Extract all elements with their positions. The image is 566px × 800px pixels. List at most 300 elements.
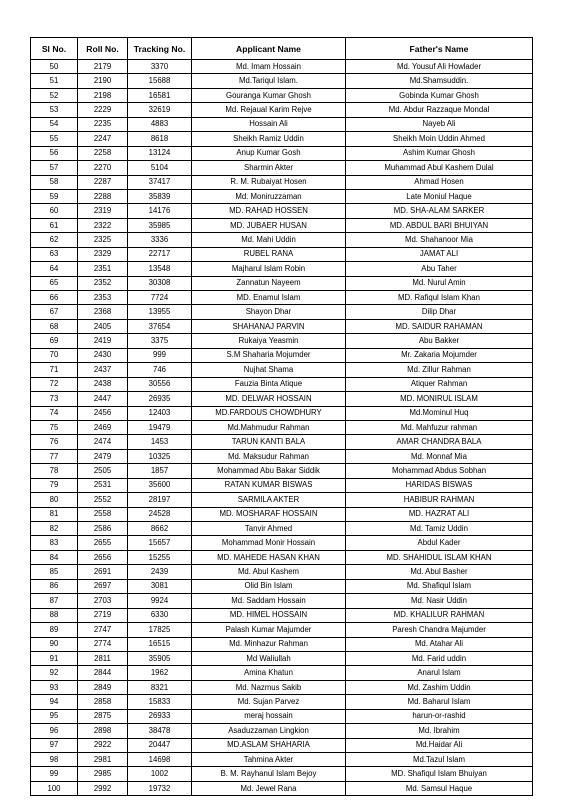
cell-tracking-no: 3336: [128, 233, 192, 247]
header-applicant-name: Applicant Name: [192, 38, 346, 60]
cell-fathers-name: Md. Tamiz Uddin: [346, 522, 533, 536]
cell-sl-no: 56: [31, 146, 78, 160]
cell-tracking-no: 16581: [128, 88, 192, 102]
cell-roll-no: 2198: [78, 88, 128, 102]
cell-applicant-name: Md. Sujan Parvez: [192, 695, 346, 709]
cell-fathers-name: Gobinda Kumar Ghosh: [346, 88, 533, 102]
cell-sl-no: 94: [31, 695, 78, 709]
table-row: [31, 189, 533, 203]
cell-sl-no: 53: [31, 103, 78, 117]
cell-sl-no: 79: [31, 478, 78, 492]
table-row: [31, 695, 533, 709]
cell-sl-no: 68: [31, 319, 78, 333]
table-row: [31, 565, 533, 579]
cell-fathers-name: Abu Bakker: [346, 334, 533, 348]
cell-applicant-name: MD. Enamul Islam: [192, 291, 346, 305]
cell-applicant-name: MD. RAHAD HOSSEN: [192, 204, 346, 218]
cell-roll-no: 2474: [78, 435, 128, 449]
cell-tracking-no: 6330: [128, 608, 192, 622]
cell-roll-no: 2353: [78, 291, 128, 305]
table-row: [31, 623, 533, 637]
applicant-table: [30, 37, 533, 796]
cell-roll-no: 2329: [78, 247, 128, 261]
table-row: [31, 392, 533, 406]
cell-tracking-no: 3370: [128, 60, 192, 74]
cell-fathers-name: Md. Zashim Uddin: [346, 680, 533, 694]
cell-applicant-name: SHAHANAJ PARVIN: [192, 319, 346, 333]
cell-applicant-name: Md. Saddam Hossain: [192, 594, 346, 608]
cell-roll-no: 2469: [78, 420, 128, 434]
cell-roll-no: 2985: [78, 767, 128, 781]
cell-applicant-name: Gouranga Kumar Ghosh: [192, 88, 346, 102]
cell-fathers-name: Md.Mominul Huq: [346, 406, 533, 420]
table-row: [31, 377, 533, 391]
cell-tracking-no: 8618: [128, 132, 192, 146]
cell-fathers-name: MD. KHALILUR RAHMAN: [346, 608, 533, 622]
cell-roll-no: 2247: [78, 132, 128, 146]
cell-applicant-name: B. M. Rayhanul Islam Bejoy: [192, 767, 346, 781]
cell-tracking-no: 9924: [128, 594, 192, 608]
cell-sl-no: 70: [31, 348, 78, 362]
cell-applicant-name: RUBEL RANA: [192, 247, 346, 261]
cell-tracking-no: 38478: [128, 724, 192, 738]
cell-applicant-name: Amina Khatun: [192, 666, 346, 680]
cell-fathers-name: MD. SHA-ALAM SARKER: [346, 204, 533, 218]
cell-sl-no: 81: [31, 507, 78, 521]
cell-roll-no: 2352: [78, 276, 128, 290]
cell-sl-no: 89: [31, 623, 78, 637]
cell-fathers-name: Md. Monnaf Mia: [346, 449, 533, 463]
cell-applicant-name: MD.FARDOUS CHOWDHURY: [192, 406, 346, 420]
table-row: [31, 319, 533, 333]
cell-roll-no: 2235: [78, 117, 128, 131]
cell-applicant-name: Olid Bin Islam: [192, 579, 346, 593]
table-row: [31, 204, 533, 218]
cell-sl-no: 95: [31, 709, 78, 723]
cell-fathers-name: Ashim Kumar Ghosh: [346, 146, 533, 160]
cell-tracking-no: 1857: [128, 464, 192, 478]
cell-fathers-name: MD. HAZRAT ALI: [346, 507, 533, 521]
cell-applicant-name: Anup Kumar Gosh: [192, 146, 346, 160]
cell-sl-no: 78: [31, 464, 78, 478]
cell-roll-no: 2552: [78, 493, 128, 507]
cell-roll-no: 2190: [78, 74, 128, 88]
cell-roll-no: 2655: [78, 536, 128, 550]
cell-sl-no: 80: [31, 493, 78, 507]
cell-roll-no: 2258: [78, 146, 128, 160]
cell-roll-no: 2992: [78, 781, 128, 795]
table-row: [31, 406, 533, 420]
cell-roll-no: 2479: [78, 449, 128, 463]
table-row: [31, 579, 533, 593]
cell-fathers-name: Late Moniul Haque: [346, 189, 533, 203]
cell-roll-no: 2288: [78, 189, 128, 203]
cell-tracking-no: 5104: [128, 161, 192, 175]
cell-tracking-no: 7724: [128, 291, 192, 305]
table-row: [31, 449, 533, 463]
cell-tracking-no: 1002: [128, 767, 192, 781]
table-row: [31, 218, 533, 232]
cell-tracking-no: 10325: [128, 449, 192, 463]
table-row: [31, 117, 533, 131]
table-row: [31, 651, 533, 665]
table-row: [31, 247, 533, 261]
cell-tracking-no: 14176: [128, 204, 192, 218]
cell-applicant-name: RATAN KUMAR BISWAS: [192, 478, 346, 492]
cell-tracking-no: 4883: [128, 117, 192, 131]
cell-roll-no: 2531: [78, 478, 128, 492]
table-row: [31, 666, 533, 680]
cell-sl-no: 88: [31, 608, 78, 622]
cell-sl-no: 50: [31, 60, 78, 74]
cell-applicant-name: Mohammad Monir Hossain: [192, 536, 346, 550]
cell-roll-no: 2981: [78, 753, 128, 767]
cell-roll-no: 2849: [78, 680, 128, 694]
cell-applicant-name: Md. Imam Hossain: [192, 60, 346, 74]
table-row: [31, 334, 533, 348]
cell-roll-no: 2270: [78, 161, 128, 175]
cell-tracking-no: 37654: [128, 319, 192, 333]
table-row: [31, 709, 533, 723]
cell-tracking-no: 1962: [128, 666, 192, 680]
cell-sl-no: 91: [31, 651, 78, 665]
cell-roll-no: 2430: [78, 348, 128, 362]
cell-fathers-name: Dilip Dhar: [346, 305, 533, 319]
cell-applicant-name: MD. JUBAER HUSAN: [192, 218, 346, 232]
table-row: [31, 753, 533, 767]
cell-tracking-no: 35600: [128, 478, 192, 492]
cell-sl-no: 76: [31, 435, 78, 449]
cell-tracking-no: 35839: [128, 189, 192, 203]
table-row: [31, 146, 533, 160]
cell-sl-no: 77: [31, 449, 78, 463]
cell-fathers-name: MD. SHAHIDUL ISLAM KHAN: [346, 550, 533, 564]
cell-fathers-name: Mr. Zakaria Mojumder: [346, 348, 533, 362]
cell-tracking-no: 24528: [128, 507, 192, 521]
cell-roll-no: 2179: [78, 60, 128, 74]
cell-tracking-no: 13548: [128, 262, 192, 276]
cell-roll-no: 2703: [78, 594, 128, 608]
cell-roll-no: 2456: [78, 406, 128, 420]
cell-fathers-name: Md. Zillur Rahman: [346, 363, 533, 377]
cell-tracking-no: 2439: [128, 565, 192, 579]
cell-tracking-no: 8662: [128, 522, 192, 536]
table-row: [31, 420, 533, 434]
cell-tracking-no: 35905: [128, 651, 192, 665]
cell-applicant-name: MD. DELWAR HOSSAIN: [192, 392, 346, 406]
cell-sl-no: 58: [31, 175, 78, 189]
cell-sl-no: 99: [31, 767, 78, 781]
cell-applicant-name: S.M Shaharia Mojumder: [192, 348, 346, 362]
cell-applicant-name: Md. Abul Kashem: [192, 565, 346, 579]
cell-fathers-name: JAMAT ALI: [346, 247, 533, 261]
table-row: [31, 435, 533, 449]
cell-fathers-name: MD. MONIRUL ISLAM: [346, 392, 533, 406]
cell-tracking-no: 15833: [128, 695, 192, 709]
cell-roll-no: 2697: [78, 579, 128, 593]
table-row: [31, 74, 533, 88]
cell-roll-no: 2844: [78, 666, 128, 680]
cell-roll-no: 2875: [78, 709, 128, 723]
cell-roll-no: 2719: [78, 608, 128, 622]
cell-tracking-no: 26935: [128, 392, 192, 406]
table-body: [31, 60, 533, 796]
cell-sl-no: 93: [31, 680, 78, 694]
cell-applicant-name: Tanvir Ahmed: [192, 522, 346, 536]
cell-sl-no: 96: [31, 724, 78, 738]
cell-applicant-name: SARMILA AKTER: [192, 493, 346, 507]
cell-fathers-name: Md. Farid uddin: [346, 651, 533, 665]
cell-fathers-name: Abu Taher: [346, 262, 533, 276]
cell-fathers-name: AMAR CHANDRA BALA: [346, 435, 533, 449]
cell-fathers-name: MD. Rafiqul Islam Khan: [346, 291, 533, 305]
cell-applicant-name: Md. Nazmus Sakib: [192, 680, 346, 694]
cell-applicant-name: Md.Tariqul Islam.: [192, 74, 346, 88]
cell-sl-no: 63: [31, 247, 78, 261]
table-row: [31, 262, 533, 276]
cell-tracking-no: 1453: [128, 435, 192, 449]
cell-roll-no: 2774: [78, 637, 128, 651]
cell-sl-no: 86: [31, 579, 78, 593]
cell-applicant-name: Sharmin Akter: [192, 161, 346, 175]
cell-sl-no: 60: [31, 204, 78, 218]
table-row: [31, 522, 533, 536]
cell-tracking-no: 28197: [128, 493, 192, 507]
cell-tracking-no: 35985: [128, 218, 192, 232]
cell-tracking-no: 16515: [128, 637, 192, 651]
cell-tracking-no: 26933: [128, 709, 192, 723]
cell-tracking-no: 19732: [128, 781, 192, 795]
table-row: [31, 161, 533, 175]
cell-sl-no: 84: [31, 550, 78, 564]
cell-roll-no: 2558: [78, 507, 128, 521]
cell-sl-no: 83: [31, 536, 78, 550]
table-row: [31, 478, 533, 492]
cell-roll-no: 2322: [78, 218, 128, 232]
table-row: [31, 507, 533, 521]
cell-sl-no: 97: [31, 738, 78, 752]
cell-applicant-name: Rukaiya Yeasmin: [192, 334, 346, 348]
table-row: [31, 594, 533, 608]
cell-sl-no: 65: [31, 276, 78, 290]
cell-sl-no: 57: [31, 161, 78, 175]
cell-applicant-name: Hossain Ali: [192, 117, 346, 131]
cell-roll-no: 2351: [78, 262, 128, 276]
cell-applicant-name: Md.Mahmudur Rahman: [192, 420, 346, 434]
cell-roll-no: 2811: [78, 651, 128, 665]
table-row: [31, 103, 533, 117]
cell-fathers-name: harun-or-rashid: [346, 709, 533, 723]
cell-applicant-name: Zannatun Nayeem: [192, 276, 346, 290]
cell-fathers-name: Md. Shafiqul Islam: [346, 579, 533, 593]
cell-fathers-name: Md. Ibrahim: [346, 724, 533, 738]
cell-fathers-name: Muhammad Abul Kashem Dulal: [346, 161, 533, 175]
cell-roll-no: 2922: [78, 738, 128, 752]
header-fathers-name: Father's Name: [346, 38, 533, 60]
cell-fathers-name: HABIBUR RAHMAN: [346, 493, 533, 507]
table-row: [31, 738, 533, 752]
cell-tracking-no: 14698: [128, 753, 192, 767]
cell-sl-no: 67: [31, 305, 78, 319]
cell-sl-no: 54: [31, 117, 78, 131]
cell-tracking-no: 3081: [128, 579, 192, 593]
cell-applicant-name: Md. Maksudur Rahman: [192, 449, 346, 463]
cell-tracking-no: 30308: [128, 276, 192, 290]
cell-tracking-no: 999: [128, 348, 192, 362]
cell-fathers-name: Mohammad Abdus Sobhan: [346, 464, 533, 478]
cell-fathers-name: Md. Yousuf Ali Howlader: [346, 60, 533, 74]
table-row: [31, 493, 533, 507]
cell-tracking-no: 32619: [128, 103, 192, 117]
cell-fathers-name: Md.Shamsuddin.: [346, 74, 533, 88]
cell-sl-no: 75: [31, 420, 78, 434]
cell-tracking-no: 22717: [128, 247, 192, 261]
cell-roll-no: 2229: [78, 103, 128, 117]
cell-applicant-name: Asaduzzaman Lingkion: [192, 724, 346, 738]
cell-applicant-name: Palash Kumar Majumder: [192, 623, 346, 637]
header-sl-no: Sl No.: [31, 38, 78, 60]
cell-sl-no: 73: [31, 392, 78, 406]
cell-roll-no: 2368: [78, 305, 128, 319]
cell-fathers-name: Md. Baharul Islam: [346, 695, 533, 709]
table-row: [31, 132, 533, 146]
table-row: [31, 464, 533, 478]
cell-fathers-name: Atiquer Rahman: [346, 377, 533, 391]
table-row: [31, 305, 533, 319]
cell-fathers-name: Anarul Islam: [346, 666, 533, 680]
cell-fathers-name: Md. Mahfuzur rahman: [346, 420, 533, 434]
cell-tracking-no: 19479: [128, 420, 192, 434]
cell-fathers-name: MD. SAIDUR RAHAMAN: [346, 319, 533, 333]
cell-applicant-name: Md. Minhazur Rahman: [192, 637, 346, 651]
cell-sl-no: 82: [31, 522, 78, 536]
cell-sl-no: 69: [31, 334, 78, 348]
cell-tracking-no: 746: [128, 363, 192, 377]
cell-applicant-name: Shayon Dhar: [192, 305, 346, 319]
cell-sl-no: 85: [31, 565, 78, 579]
table-row: [31, 724, 533, 738]
cell-tracking-no: 30556: [128, 377, 192, 391]
cell-fathers-name: Md.Tazul Islam: [346, 753, 533, 767]
cell-fathers-name: Md. Nasir Uddin: [346, 594, 533, 608]
cell-applicant-name: Md. Mahi Uddin: [192, 233, 346, 247]
cell-applicant-name: Majharul Islam Robin: [192, 262, 346, 276]
cell-fathers-name: Md.Haidar Ali: [346, 738, 533, 752]
cell-fathers-name: MD. ABDUL BARI BHUIYAN: [346, 218, 533, 232]
cell-roll-no: 2405: [78, 319, 128, 333]
cell-tracking-no: 13124: [128, 146, 192, 160]
cell-sl-no: 71: [31, 363, 78, 377]
cell-fathers-name: Md. Atahar Ali: [346, 637, 533, 651]
cell-fathers-name: Abdul Kader: [346, 536, 533, 550]
cell-fathers-name: Ahmad Hosen: [346, 175, 533, 189]
cell-roll-no: 2438: [78, 377, 128, 391]
cell-applicant-name: MD. MOSHARAF HOSSAIN: [192, 507, 346, 521]
cell-applicant-name: Sheikh Ramiz Uddin: [192, 132, 346, 146]
cell-applicant-name: Md Waliullah: [192, 651, 346, 665]
cell-applicant-name: R. M. Rubaiyat Hosen: [192, 175, 346, 189]
cell-sl-no: 66: [31, 291, 78, 305]
table-row: [31, 680, 533, 694]
cell-roll-no: 2325: [78, 233, 128, 247]
cell-fathers-name: Paresh Chandra Majumder: [346, 623, 533, 637]
cell-sl-no: 98: [31, 753, 78, 767]
table-row: [31, 348, 533, 362]
cell-roll-no: 2656: [78, 550, 128, 564]
cell-fathers-name: MD. Shafiqul Islam Bhuiyan: [346, 767, 533, 781]
table-header: [31, 38, 533, 60]
cell-sl-no: 100: [31, 781, 78, 795]
table-row: [31, 60, 533, 74]
cell-tracking-no: 15688: [128, 74, 192, 88]
cell-roll-no: 2858: [78, 695, 128, 709]
cell-applicant-name: Fauzia Binta Atique: [192, 377, 346, 391]
table-row: [31, 536, 533, 550]
header-roll-no: Roll No.: [78, 38, 128, 60]
cell-sl-no: 87: [31, 594, 78, 608]
cell-tracking-no: 20447: [128, 738, 192, 752]
cell-roll-no: 2319: [78, 204, 128, 218]
header-row: [31, 38, 533, 60]
cell-roll-no: 2747: [78, 623, 128, 637]
header-tracking-no: Tracking No.: [128, 38, 192, 60]
cell-applicant-name: Md. Rejaual Karim Rejve: [192, 103, 346, 117]
cell-sl-no: 64: [31, 262, 78, 276]
cell-roll-no: 2419: [78, 334, 128, 348]
table-row: [31, 608, 533, 622]
table-row: [31, 88, 533, 102]
cell-roll-no: 2437: [78, 363, 128, 377]
cell-tracking-no: 8321: [128, 680, 192, 694]
cell-roll-no: 2898: [78, 724, 128, 738]
table-row: [31, 175, 533, 189]
cell-roll-no: 2691: [78, 565, 128, 579]
cell-sl-no: 62: [31, 233, 78, 247]
table-row: [31, 233, 533, 247]
cell-tracking-no: 17825: [128, 623, 192, 637]
cell-applicant-name: TARUN KANTI BALA: [192, 435, 346, 449]
cell-fathers-name: Md. Samsul Haque: [346, 781, 533, 795]
cell-sl-no: 59: [31, 189, 78, 203]
table-row: [31, 781, 533, 795]
cell-sl-no: 52: [31, 88, 78, 102]
cell-applicant-name: MD.ASLAM SHAHARIA: [192, 738, 346, 752]
cell-applicant-name: meraj hossain: [192, 709, 346, 723]
cell-roll-no: 2586: [78, 522, 128, 536]
table-row: [31, 767, 533, 781]
cell-fathers-name: Nayeb Ali: [346, 117, 533, 131]
cell-fathers-name: HARIDAS BISWAS: [346, 478, 533, 492]
cell-applicant-name: MD. HIMEL HOSSAIN: [192, 608, 346, 622]
cell-fathers-name: Md. Abdur Razzaque Mondal: [346, 103, 533, 117]
cell-tracking-no: 37417: [128, 175, 192, 189]
cell-applicant-name: Mohammad Abu Bakar Siddik: [192, 464, 346, 478]
cell-fathers-name: Md. Shahanoor Mia: [346, 233, 533, 247]
cell-fathers-name: Sheikh Moin Uddin Ahmed: [346, 132, 533, 146]
cell-applicant-name: Tahmina Akter: [192, 753, 346, 767]
cell-fathers-name: Md. Nurul Amin: [346, 276, 533, 290]
cell-sl-no: 74: [31, 406, 78, 420]
cell-fathers-name: Md. Abul Basher: [346, 565, 533, 579]
cell-roll-no: 2505: [78, 464, 128, 478]
cell-applicant-name: Md. Moniruzzaman: [192, 189, 346, 203]
cell-tracking-no: 12403: [128, 406, 192, 420]
results-sheet: [30, 37, 533, 796]
cell-roll-no: 2287: [78, 175, 128, 189]
cell-sl-no: 72: [31, 377, 78, 391]
table-row: [31, 276, 533, 290]
cell-tracking-no: 15255: [128, 550, 192, 564]
